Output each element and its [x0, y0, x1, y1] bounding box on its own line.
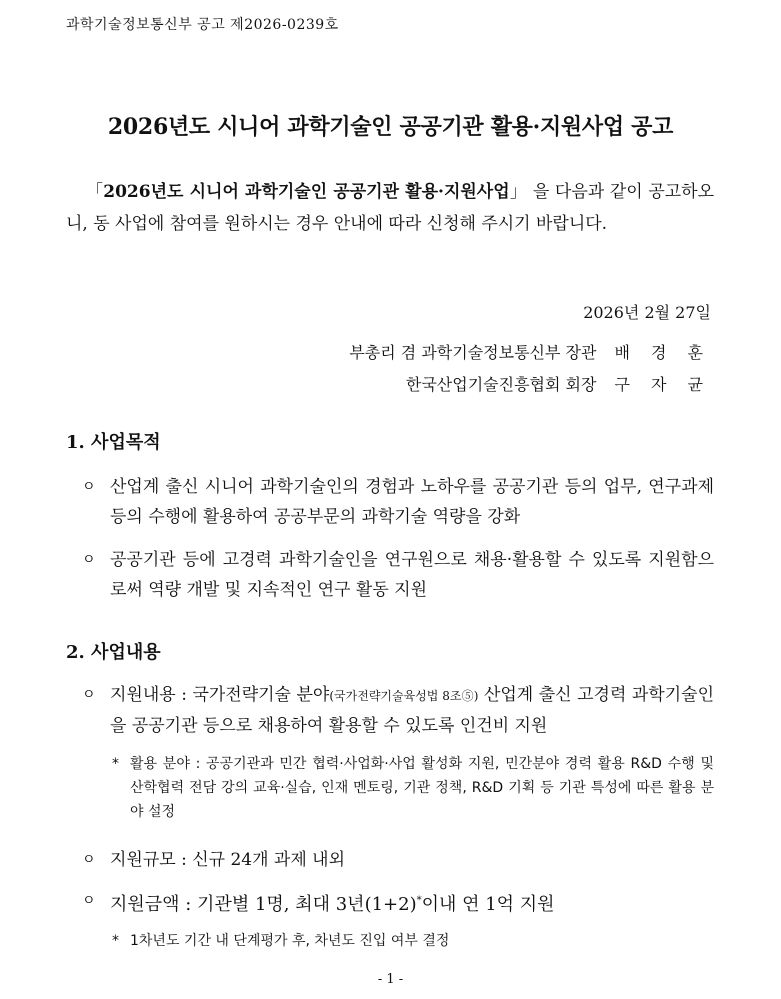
list-item: [82, 845, 714, 875]
list-item: [82, 472, 714, 532]
list-item: [82, 680, 714, 741]
bracket-open: 「: [86, 182, 104, 202]
bullet-icon: ㅇ: [82, 479, 96, 495]
bullet-icon: ㅇ: [82, 893, 96, 909]
signatory-1: [349, 340, 711, 363]
document-title: 2026년도 시니어 과학기술인 공공기관 활용·지원사업 공고: [107, 114, 674, 140]
page-number: - 1 -: [377, 972, 404, 987]
footnote: [112, 929, 714, 953]
program-name: 2026년도 시니어 과학기술인 공공기관 활용·지원사업: [103, 182, 510, 202]
list-item-text: [110, 680, 714, 741]
asterisk-icon: *: [112, 933, 119, 949]
footnote-text: 1차년도 기간 내 단계평가 후, 차년도 진입 여부 결정: [130, 933, 450, 949]
intro-text: 을 다음과 같이 공고하오니, 동 사업에 참여를 원하시는 경우 안내에 따라 신청해 주시기 바랍니다.: [66, 182, 715, 234]
list-item-text: 공공기관 등에 고경력 과학기술인을 연구원으로 채용·활용할 수 있도록 지원함으로써 역량 개발 및 지속적인 연구 활동 지원: [110, 550, 714, 600]
support-amount-b: 이내 연 1억 지원: [421, 894, 555, 915]
list-item: [82, 545, 714, 605]
publication-number: 과학기술정보통신부 공고 제2026-0239호: [66, 17, 339, 33]
list-item-text: 지원규모 : 신규 24개 과제 내외: [110, 850, 346, 870]
support-content-a: 지원내용 : 국가전략기술 분야: [110, 685, 330, 705]
announcement-date: 2026년 2월 27일: [583, 303, 711, 322]
bullet-icon: ㅇ: [82, 687, 96, 703]
signatory-name: 구 자 균: [614, 375, 711, 394]
signatory-name: 배 경 훈: [614, 343, 711, 362]
signatory-title: 한국산업기술진흥협회 회장: [405, 375, 597, 394]
legal-reference: (국가전략기술육성법 8조⑤): [329, 689, 479, 703]
list-item: [82, 886, 714, 920]
support-content-b: 산업계 출신 고경력 과학기술인을 공공기관 등으로 채용하여 활용할 수 있도록 인건비 지원: [110, 685, 714, 736]
list-item-text: [110, 886, 714, 920]
support-amount-a: 지원금액 : 기관별 1명, 최대 3년(1+2): [110, 894, 417, 915]
footnote-marker: *: [416, 895, 422, 906]
footnote: [112, 752, 714, 824]
asterisk-icon: *: [112, 756, 119, 772]
section-heading-purpose: 1. 사업목적: [66, 432, 161, 453]
signatory-title: 부총리 겸 과학기술정보통신부 장관: [349, 343, 597, 362]
signatory-2: [406, 372, 711, 395]
footnote-text: 활용 분야 : 공공기관과 민간 협력·사업화·사업 활성화 지원, 민간분야 경력 활용 R&D 수행 및 산학협력 전담 강의 교육·실습, 인재 멘토링, 기관 정책, R&D 기획 등 기관 특성에 따른 활용 분야 설정: [130, 756, 714, 820]
list-item-text: 산업계 출신 시니어 과학기술인의 경험과 노하우를 공공기관 등의 업무, 연구과제 등의 수행에 활용하여 공공부문의 과학기술 역량을 강화: [110, 477, 714, 527]
bullet-icon: ㅇ: [82, 552, 96, 568]
section-heading-content: 2. 사업내용: [66, 642, 161, 663]
bullet-icon: ㅇ: [82, 852, 96, 868]
bracket-close: 」: [509, 182, 528, 202]
intro-paragraph: [66, 176, 714, 240]
